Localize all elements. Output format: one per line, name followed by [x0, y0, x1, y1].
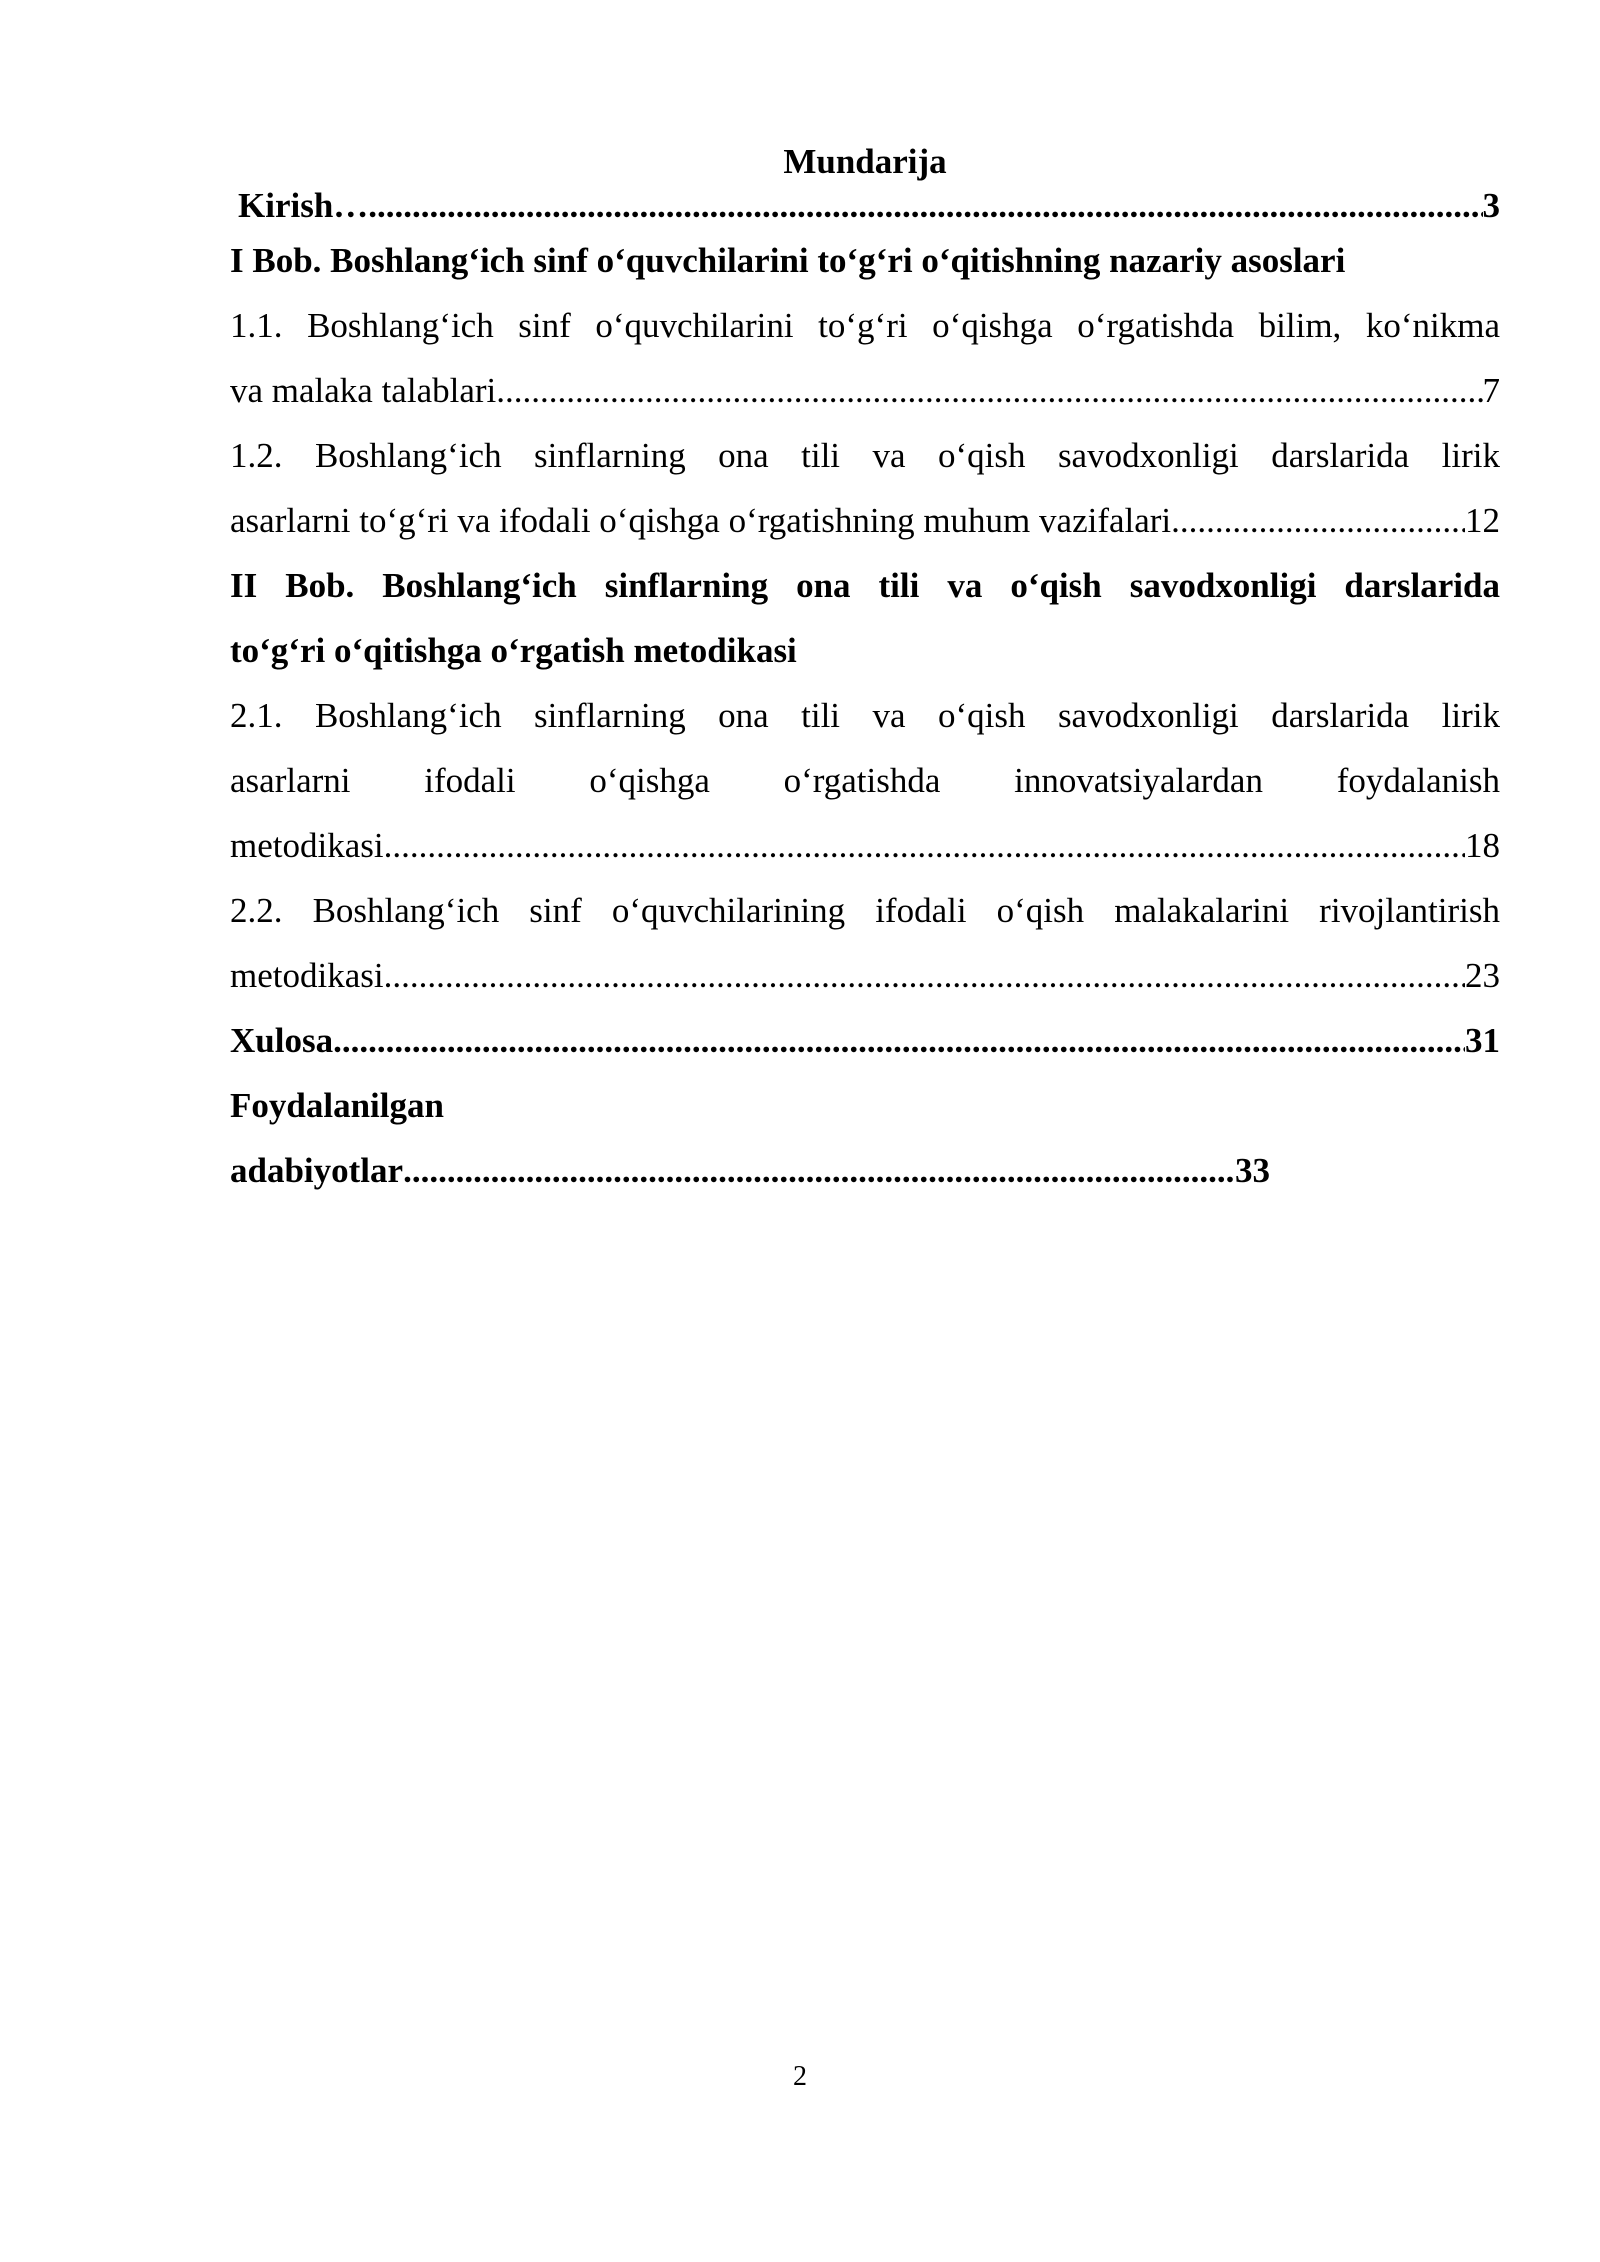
toc-entry-kirish[interactable]	[230, 184, 1500, 228]
toc-page-number: 7	[1482, 371, 1500, 410]
toc-entry-1-1-line1[interactable]: 1.1. Boshlang‘ich sinf o‘quvchilarini to‘g‘ri o‘qishga o‘rgatishda bilim, ko‘nikma	[230, 306, 1500, 345]
toc-entry-label: va malaka talablari	[230, 371, 497, 410]
toc-entry-label: asarlarni to‘g‘ri va ifodali o‘qishga o‘rgatishning muhum vazifalari	[230, 501, 1172, 540]
toc-entry-2-1-line1[interactable]: 2.1. Boshlang‘ich sinflarning ona tili va o‘qish savodxonligi darslarida lirik	[230, 696, 1500, 735]
toc-entry-2-1[interactable]	[230, 813, 1500, 878]
toc-entry-label: metodikasi	[230, 826, 384, 865]
toc-entry-2-1-line2[interactable]: asarlarni ifodali o‘qishga o‘rgatishda innovatsiyalardan foydalanish	[230, 761, 1500, 800]
toc-entry-references-line1[interactable]: Foydalanilgan	[230, 1086, 444, 1125]
toc-entry-label: Xulosa	[230, 1021, 334, 1060]
toc-entry-2-2-line1[interactable]: 2.2. Boshlang‘ich sinf o‘quvchilarining ifodali o‘qish malakalarini rivojlantirish	[230, 891, 1500, 930]
page-title: Mundarija	[783, 142, 947, 181]
toc-page-number: 18	[1465, 826, 1500, 865]
toc-leader-dots	[403, 1138, 1235, 1203]
toc-page-number: 12	[1465, 501, 1500, 540]
toc-leader-dots	[496, 358, 1482, 423]
toc-chapter-1-heading[interactable]: I Bob. Boshlang‘ich sinf o‘quvchilarini to‘g‘ri o‘qitishning nazariy asoslari	[230, 241, 1346, 280]
toc-leader-dots	[333, 1008, 1465, 1073]
toc-chapter-2-heading-line2[interactable]: to‘g‘ri o‘qitishga o‘rgatish metodikasi	[230, 631, 797, 670]
toc-leader-dots	[384, 943, 1465, 1008]
toc-entry-label: adabiyotlar	[230, 1151, 404, 1190]
document-page	[230, 140, 1500, 1203]
toc-leader-dots	[368, 184, 1482, 228]
toc-entry-label: Kirish…	[238, 186, 369, 225]
toc-page-number: 31	[1465, 1021, 1500, 1060]
toc-entry-references[interactable]	[230, 1138, 1270, 1203]
toc-chapter-2-heading-line1[interactable]: II Bob. Boshlang‘ich sinflarning ona tili va o‘qish savodxonligi darslarida	[230, 566, 1500, 605]
toc-entry-xulosa[interactable]	[230, 1008, 1500, 1073]
toc-page-number: 3	[1482, 186, 1500, 225]
toc-entry-1-1[interactable]	[230, 358, 1500, 423]
toc-leader-dots	[1171, 488, 1465, 553]
toc-entry-label: metodikasi	[230, 956, 384, 995]
toc-entry-1-2[interactable]	[230, 488, 1500, 553]
toc-leader-dots	[384, 813, 1465, 878]
toc-entry-2-2[interactable]	[230, 943, 1500, 1008]
toc-page-number: 33	[1235, 1151, 1270, 1190]
page-number-footer: 2	[793, 2061, 807, 2092]
toc-page-number: 23	[1465, 956, 1500, 995]
toc-entry-1-2-line1[interactable]: 1.2. Boshlang‘ich sinflarning ona tili va o‘qish savodxonligi darslarida lirik	[230, 436, 1500, 475]
